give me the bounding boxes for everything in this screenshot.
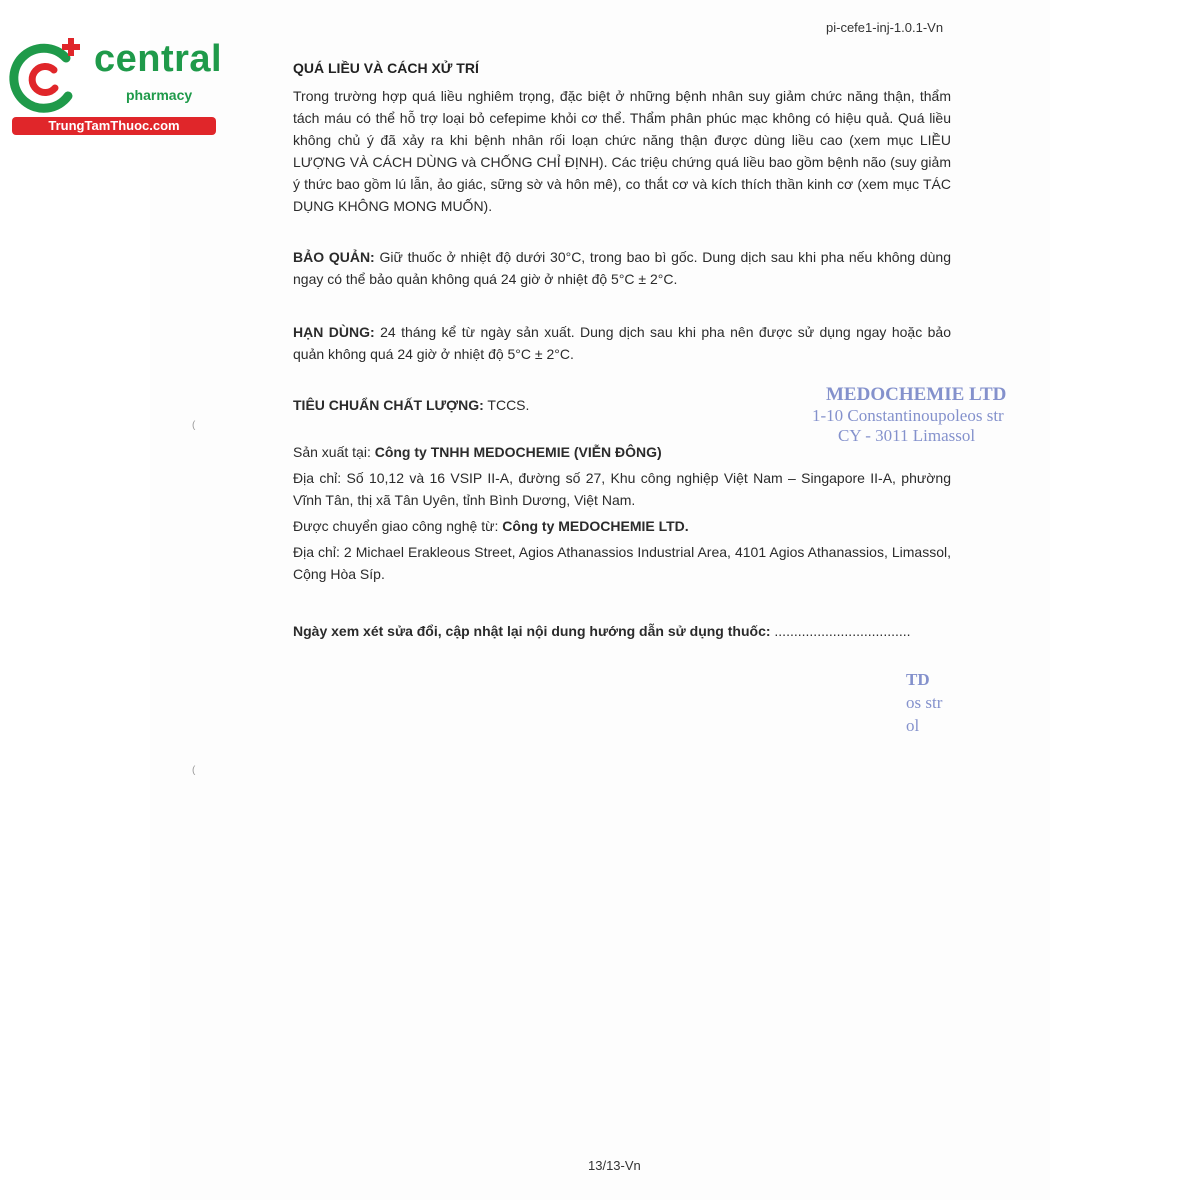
transfer-label: Được chuyển giao công nghệ từ: (293, 518, 503, 534)
expiry-label: HẠN DÙNG: (293, 324, 375, 340)
logo-name: central (94, 38, 223, 80)
quality-text: TCCS. (483, 397, 530, 413)
overdose-section (293, 57, 951, 217)
logo-banner: TrungTamThuoc.com (12, 117, 216, 135)
storage-label: BẢO QUẢN: (293, 249, 375, 265)
stamp-line: MEDOCHEMIE LTD (826, 384, 1007, 405)
logo-subtitle: pharmacy (126, 87, 193, 103)
transfer-value: Công ty MEDOCHEMIE LTD. (502, 518, 689, 534)
stamp-line: TD (906, 670, 930, 689)
stamp-line: ol (906, 716, 920, 735)
storage-text: Giữ thuốc ở nhiệt độ dưới 30°C, trong bao bì gốc. Dung dịch sau khi pha nếu không dùng ngay có thể bảo quản không quá 24 giờ ở nhiệt độ 5°C ± 2°C. (293, 249, 951, 287)
partial-company-stamp (906, 668, 966, 737)
document-id: pi-cefe1-inj-1.0.1-Vn (826, 20, 944, 35)
overdose-heading: QUÁ LIỀU VÀ CÁCH XỬ TRÍ (293, 60, 479, 76)
expiry-section (293, 321, 951, 365)
review-label: Ngày xem xét sửa đổi, cập nhật lại nội dung hướng dẫn sử dụng thuốc: (293, 623, 771, 639)
manufacturer-address: Địa chỉ: Số 10,12 và 16 VSIP II-A, đường số 27, Khu công nghiệp Việt Nam – Singapore II-A, phường Vĩnh Tân, thị xã Tân Uyên, tỉnh Bình Dương, Việt Nam. (293, 470, 951, 508)
scan-mark: ( (192, 420, 196, 431)
stamp-line: os str (906, 693, 943, 712)
made-at-label: Sản xuất tại: (293, 444, 375, 460)
manufacturer-section (293, 441, 951, 585)
review-dots: ................................... (770, 623, 911, 639)
made-at-value: Công ty TNHH MEDOCHEMIE (VIỄN ĐÔNG) (374, 444, 662, 460)
logo-c-icon (8, 36, 92, 116)
company-stamp (812, 384, 1012, 446)
stamp-line: 1-10 Constantinoupoleos str (812, 406, 1004, 425)
transfer-address: Địa chỉ: 2 Michael Erakleous Street, Agios Athanassios Industrial Area, 4101 Agios Athanassios, Limassol, Cộng Hòa Síp. (293, 544, 951, 582)
expiry-text: 24 tháng kể từ ngày sản xuất. Dung dịch sau khi pha nên được sử dụng ngay hoặc bảo quản không quá 24 giờ ở nhiệt độ 5°C ± 2°C. (293, 324, 952, 362)
review-section (293, 620, 951, 642)
stamp-line: CY - 3011 Limassol (838, 426, 976, 445)
overdose-text: Trong trường hợp quá liều nghiêm trọng, đặc biệt ở những bệnh nhân suy giảm chức năng thận, thẩm tách máu có thể hỗ trợ loại bỏ cefepime khỏi cơ thể. Thẩm phân phúc mạc không có hiệu quả. Quá liều không chủ ý đã xảy ra khi bệnh nhân rối loạn chức năng thận được dùng liều cao (xem mục LIỀU LƯỢNG VÀ CÁCH DÙNG và CHỐNG CHỈ ĐỊNH). Các triệu chứng quá liều bao gồm bệnh não (suy giảm ý thức bao gồm lú lẫn, ảo giác, sững sờ và hôn mê), co thắt cơ và kích thích thần kinh cơ (xem mục TÁC DỤNG KHÔNG MONG MUỐN). (293, 88, 951, 214)
quality-label: TIÊU CHUẨN CHẤT LƯỢNG: (293, 397, 484, 413)
storage-section (293, 246, 951, 290)
page-number: 13/13-Vn (588, 1158, 641, 1173)
scan-mark: ( (192, 765, 196, 776)
central-pharmacy-logo[interactable] (8, 36, 223, 136)
